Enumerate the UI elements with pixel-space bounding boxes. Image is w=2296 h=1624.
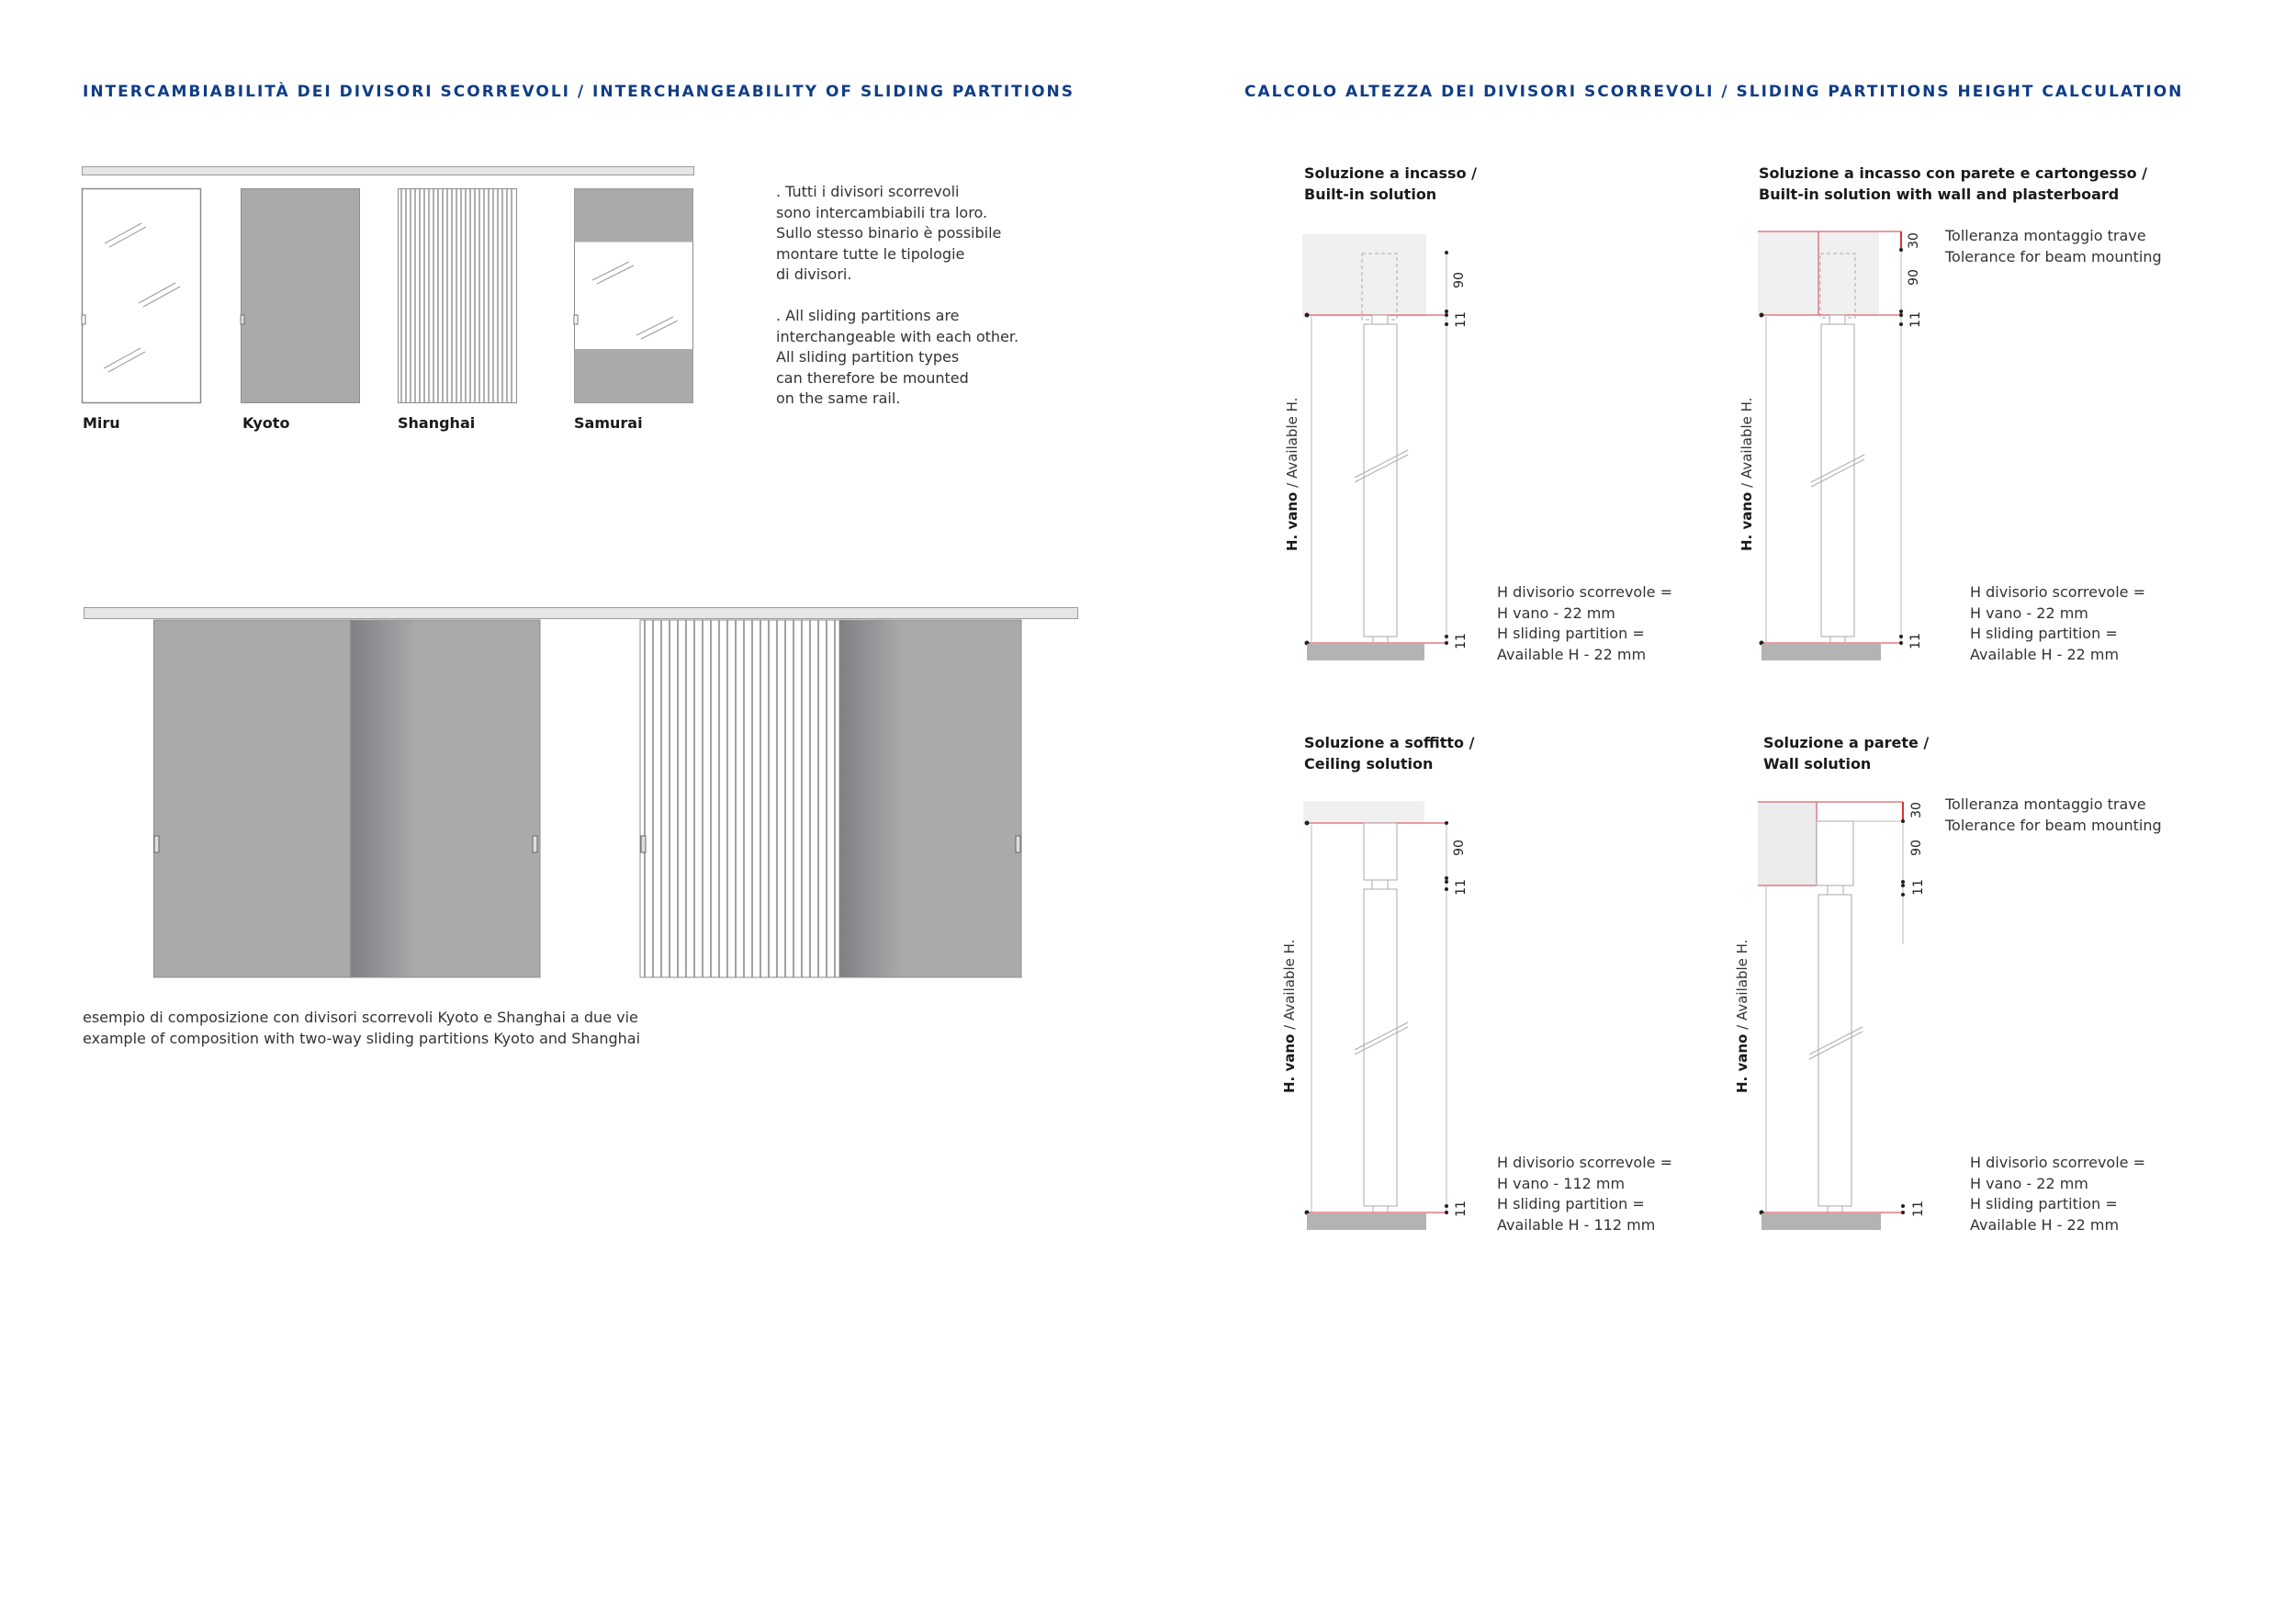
solution-wall-title: Soluzione a parete / Wall solution — [1763, 734, 1930, 773]
dim-11-bottom: 11 — [1453, 1201, 1469, 1217]
solution-built-in-wall-title: Soluzione a incasso con parete e cartongesso / Built-in solution with wall and plasterboard — [1759, 164, 2148, 203]
ceiling-diagram — [1300, 797, 1465, 1234]
dim-90: 90 — [1451, 840, 1467, 856]
dim-11-bottom: 11 — [1910, 1201, 1926, 1217]
composition-rail — [84, 607, 1078, 619]
dim-11-top: 11 — [1453, 879, 1469, 896]
tolerance-note-2: Tolleranza montaggio trave Tolerance for beam mounting — [1945, 795, 2162, 834]
miru-panel — [82, 188, 201, 403]
dim-11-bottom: 11 — [1908, 633, 1923, 649]
dim-30: 30 — [1908, 802, 1924, 818]
model-label-shanghai: Shanghai — [398, 414, 476, 432]
dim-30: 30 — [1906, 232, 1921, 249]
axis-label-4: H. vano / Available H. — [1734, 939, 1750, 1093]
solution-built-in-title: Soluzione a incasso / Built-in solution — [1304, 164, 1477, 203]
built-in-wall-diagram — [1754, 230, 1919, 666]
solution-ceiling-title: Soluzione a soffitto / Ceiling solution — [1304, 734, 1475, 773]
formula-built-in: H divisorio scorrevole = H vano - 22 mm H sliding partition = Available H - 22 mm — [1497, 583, 1672, 663]
axis-label-1: H. vano / Available H. — [1284, 397, 1300, 551]
dim-90: 90 — [1906, 269, 1921, 286]
shanghai-panel — [398, 188, 517, 403]
built-in-diagram — [1300, 230, 1465, 666]
axis-label-2: H. vano / Available H. — [1739, 397, 1755, 551]
model-label-kyoto: Kyoto — [242, 414, 290, 432]
description-en: . All sliding partitions are interchangeable with each other. All sliding partition types can therefore be mounted on the same rail. — [776, 307, 1019, 407]
model-label-miru: Miru — [83, 414, 120, 432]
tolerance-note-1: Tolleranza montaggio trave Tolerance for beam mounting — [1945, 227, 2162, 265]
formula-ceiling: H divisorio scorrevole = H vano - 112 mm H sliding partition = Available H - 112 mm — [1497, 1154, 1672, 1234]
dim-11-top: 11 — [1908, 311, 1923, 328]
formula-wall: H divisorio scorrevole = H vano - 22 mm H sliding partition = Available H - 22 mm — [1970, 1154, 2145, 1234]
top-rail — [82, 166, 694, 175]
model-label-samurai: Samurai — [574, 414, 643, 432]
left-section-title: INTERCAMBIABILITÀ DEI DIVISORI SCORREVOLI / INTERCHANGEABILITY OF SLIDING PARTITIONS — [83, 83, 1075, 101]
composition-drawing — [147, 620, 1029, 982]
dim-11-top: 11 — [1910, 879, 1926, 896]
formula-built-in-wall: H divisorio scorrevole = H vano - 22 mm H sliding partition = Available H - 22 mm — [1970, 583, 2145, 663]
wall-diagram — [1754, 797, 1924, 1234]
samurai-panel — [574, 188, 693, 403]
dim-90: 90 — [1908, 840, 1924, 856]
dim-90: 90 — [1451, 272, 1467, 288]
dim-11-top: 11 — [1453, 311, 1469, 328]
kyoto-panel — [241, 188, 360, 403]
composition-caption: esempio di composizione con divisori scorrevoli Kyoto e Shanghai a due vie example of composition with two-way sliding partitions Kyoto and Shanghai — [83, 1009, 641, 1047]
right-section-title: CALCOLO ALTEZZA DEI DIVISORI SCORREVOLI / SLIDING PARTITIONS HEIGHT CALCULATION — [1244, 83, 2184, 101]
axis-label-3: H. vano / Available H. — [1281, 939, 1298, 1093]
dim-11-bottom: 11 — [1453, 633, 1469, 649]
description-it: . Tutti i divisori scorrevoli sono intercambiabili tra loro. Sullo stesso binario è possibile montare tutte le tipologie di divisori. — [776, 183, 1002, 283]
